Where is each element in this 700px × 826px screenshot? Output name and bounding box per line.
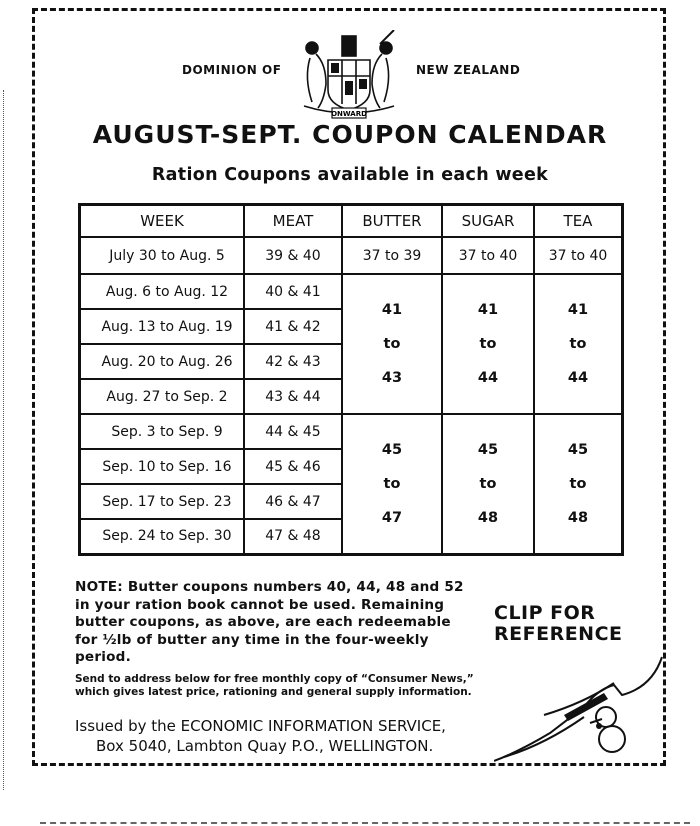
butter-range-cell (342, 414, 442, 554)
coat-of-arms-icon (290, 30, 408, 122)
meat-cell: 42 & 43 (244, 344, 342, 379)
range-end: 48 (477, 509, 499, 526)
table-row (80, 414, 623, 449)
meat-cell: 43 & 44 (244, 379, 342, 414)
column-header-sugar: SUGAR (442, 205, 534, 238)
send-address-note: Send to address below for free monthly copy of “Consumer News,” which gives latest price, rationing and general supply information. (75, 673, 474, 698)
country-label: NEW ZEALAND (416, 63, 521, 77)
meat-cell: 39 & 40 (244, 237, 342, 274)
clip-line-2: REFERENCE (494, 623, 623, 645)
range-from: 41 (567, 302, 589, 318)
week-cell: July 30 to Aug. 5 (80, 237, 245, 274)
butter-cell: 37 to 39 (342, 237, 442, 274)
dominion-label: DOMINION OF (182, 63, 282, 77)
sugar-cell: 37 to 40 (442, 237, 534, 274)
range-end: 44 (567, 370, 589, 386)
week-cell: Aug. 27 to Sep. 2 (80, 379, 245, 414)
range-to: to (479, 475, 497, 492)
meat-cell: 47 & 48 (244, 519, 342, 554)
clip-for-reference (494, 603, 623, 645)
cut-line (40, 822, 690, 824)
issued-by-line: Issued by the ECONOMIC INFORMATION SERVICE, (75, 717, 446, 735)
range-end: 48 (567, 509, 589, 526)
tea-cell: 37 to 40 (534, 237, 623, 274)
page-subtitle: Ration Coupons available in each week (151, 165, 549, 185)
meat-cell: 45 & 46 (244, 449, 342, 484)
table-row (80, 237, 623, 274)
column-header-meat: MEAT (244, 205, 342, 238)
meat-cell: 40 & 41 (244, 274, 342, 309)
clip-line-1: CLIP FOR (494, 602, 596, 624)
range-from: 45 (477, 441, 499, 458)
page-title: AUGUST-SEPT. COUPON CALENDAR (92, 120, 608, 149)
range-from: 45 (381, 441, 403, 458)
table-row (80, 274, 623, 309)
range-to: to (569, 336, 587, 352)
address-line: Box 5040, Lambton Quay P.O., WELLINGTON. (96, 737, 434, 755)
range-end: 44 (477, 370, 499, 386)
week-cell: Sep. 10 to Sep. 16 (80, 449, 245, 484)
note-paragraph (75, 579, 475, 667)
range-end: 43 (381, 370, 403, 386)
range-end: 47 (381, 509, 403, 526)
meat-cell: 46 & 47 (244, 484, 342, 519)
week-cell: Sep. 17 to Sep. 23 (80, 484, 245, 519)
range-from: 41 (477, 302, 499, 318)
range-from: 41 (381, 302, 403, 318)
sugar-range-cell (442, 414, 534, 554)
column-header-butter: BUTTER (342, 205, 442, 238)
butter-range-cell (342, 274, 442, 414)
sugar-range-cell (442, 274, 534, 414)
week-cell: Sep. 3 to Sep. 9 (80, 414, 245, 449)
meat-cell: 41 & 42 (244, 309, 342, 344)
week-cell: Aug. 13 to Aug. 19 (80, 309, 245, 344)
week-cell: Aug. 20 to Aug. 26 (80, 344, 245, 379)
column-header-tea: TEA (534, 205, 623, 238)
week-cell: Sep. 24 to Sep. 30 (80, 519, 245, 554)
note-label: NOTE: (75, 579, 123, 595)
range-from: 45 (567, 441, 589, 458)
scissors-icon (494, 655, 669, 767)
note-text: Butter coupons numbers 40, 44, 48 and 52 in your ration book cannot be used. Remaining butter coupons, as above, are each redeemable for ½lb of butter any time in the four-weekly period. (75, 579, 464, 665)
column-header-week: WEEK (80, 205, 245, 238)
tea-range-cell (534, 274, 623, 414)
meat-cell: 44 & 45 (244, 414, 342, 449)
range-to: to (479, 336, 497, 352)
week-cell: Aug. 6 to Aug. 12 (80, 274, 245, 309)
motto-text: ONWARD (331, 110, 367, 118)
coupon-calendar-table (78, 203, 624, 556)
range-to: to (383, 475, 401, 492)
range-to: to (569, 475, 587, 492)
left-margin-dots (3, 90, 6, 790)
tea-range-cell (534, 414, 623, 554)
range-to: to (383, 336, 401, 352)
table-header-row (80, 205, 623, 238)
